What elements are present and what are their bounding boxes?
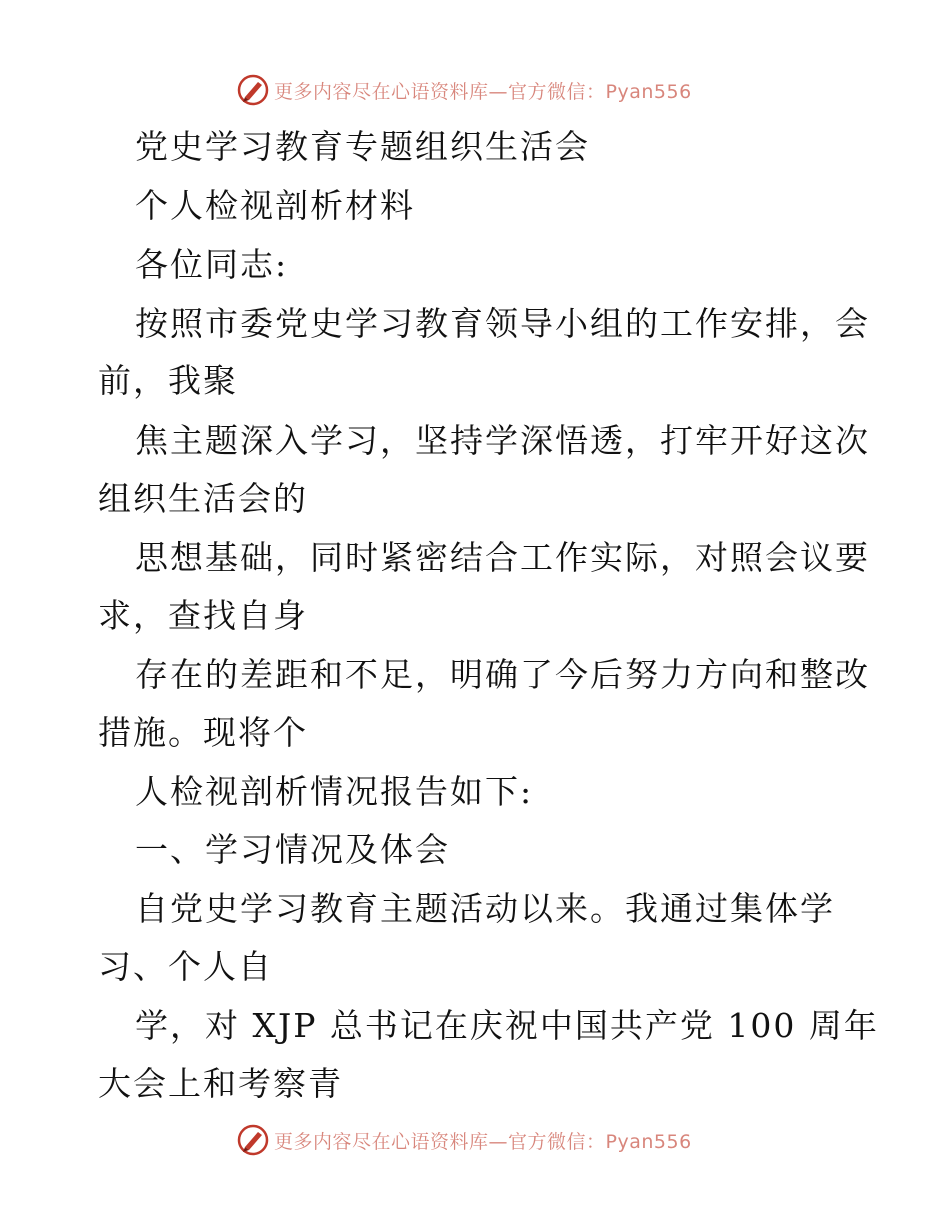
watermark-text: 更多内容尽在心语资料库—官方微信：Pyan556 [274, 1130, 692, 1153]
paragraph-line: 组织生活会的 [98, 479, 308, 518]
pen-seal-logo-icon [236, 73, 270, 107]
paragraph-line: 前，我聚 [98, 361, 238, 400]
pen-seal-logo-icon [236, 1123, 270, 1157]
paragraph-line: 思想基础，同时紧密结合工作实际，对照会议要 [135, 538, 870, 577]
salutation: 各位同志: [135, 245, 289, 284]
header-watermark [236, 70, 756, 110]
paragraph-line: 自党史学习教育主题活动以来。我通过集体学 [135, 889, 835, 928]
document-title: 党史学习教育专题组织生活会 [135, 127, 590, 166]
footer-watermark [236, 1120, 756, 1160]
paragraph-line: 学，对 XJP 总书记在庆祝中国共产党 100 周年 [135, 1006, 879, 1045]
paragraph-line: 存在的差距和不足，明确了今后努力方向和整改 [135, 655, 870, 694]
paragraph-line: 焦主题深入学习，坚持学深悟透，打牢开好这次 [135, 421, 870, 460]
watermark-text: 更多内容尽在心语资料库—官方微信：Pyan556 [274, 80, 692, 103]
paragraph-line: 人检视剖析情况报告如下: [135, 772, 534, 811]
document-subtitle: 个人检视剖析材料 [135, 186, 415, 225]
paragraph-line: 措施。现将个 [98, 713, 308, 752]
paragraph-line: 求，查找自身 [98, 596, 308, 635]
paragraph-line: 按照市委党史学习教育领导小组的工作安排，会 [135, 304, 870, 343]
section-heading: 一、学习情况及体会 [135, 830, 450, 869]
paragraph-line: 习、个人自 [98, 947, 273, 986]
paragraph-line: 大会上和考察青 [98, 1064, 343, 1103]
